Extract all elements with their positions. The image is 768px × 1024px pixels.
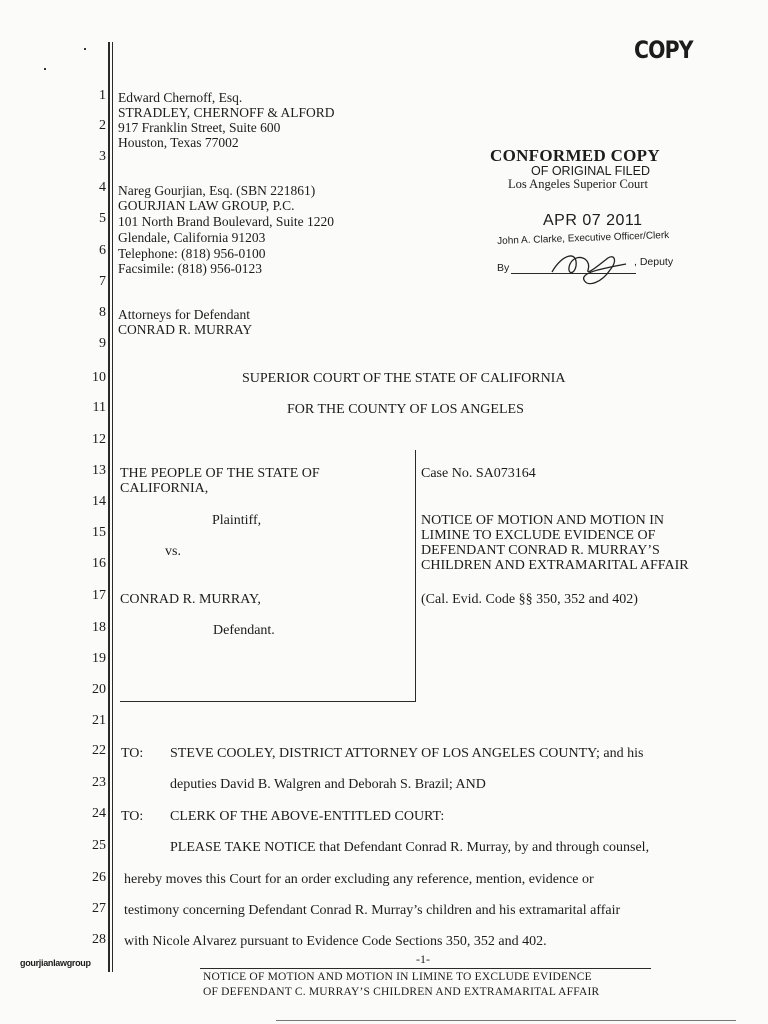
left-margin-rule-inner	[112, 42, 113, 972]
left-margin-rule-outer	[108, 42, 110, 972]
footer-title-line-1: NOTICE OF MOTION AND MOTION IN LIMINE TO EXCLUDE EVIDENCE	[203, 971, 592, 983]
notice-paragraph-line-1: PLEASE TAKE NOTICE that Defendant Conrad R. Murray, by and through counsel,	[170, 840, 650, 855]
filed-court: Los Angeles Superior Court	[508, 177, 648, 191]
line-number: 15	[92, 525, 106, 540]
attorney-city-2: Glendale, California 91203	[118, 230, 266, 245]
line-number: 2	[99, 118, 106, 133]
line-number: 11	[92, 400, 106, 415]
attorney-address-2: 101 North Brand Boulevard, Suite 1220	[118, 214, 334, 229]
line-number: 23	[92, 775, 106, 790]
line-number: 9	[99, 336, 106, 351]
line-number: 18	[92, 620, 106, 635]
line-number: 6	[99, 243, 106, 258]
scan-speck	[44, 68, 46, 70]
attorney-city-1: Houston, Texas 77002	[118, 135, 239, 150]
defendant-name: CONRAD R. MURRAY,	[120, 592, 261, 607]
original-filed: OF ORIGINAL FILED	[531, 164, 651, 178]
line-number: 3	[99, 149, 106, 164]
attorneys-for: Attorneys for Defendant	[118, 307, 250, 322]
versus: vs.	[165, 544, 181, 559]
plaintiff-role: Plaintiff,	[212, 513, 262, 528]
attorney-name-1: Edward Chernoff, Esq.	[118, 90, 243, 105]
attorney-address-1: 917 Franklin Street, Suite 600	[118, 120, 281, 135]
attorneys-for-client: CONRAD R. MURRAY	[118, 322, 253, 337]
caption-divider	[415, 450, 416, 702]
line-number: 16	[92, 556, 106, 571]
line-number: 28	[92, 932, 106, 947]
case-number: Case No. SA073164	[421, 466, 536, 481]
line-number: 5	[99, 211, 106, 226]
line-number: 22	[92, 743, 106, 758]
to-recipient-1: STEVE COOLEY, DISTRICT ATTORNEY OF LOS ANGELES COUNTY; and his	[170, 746, 644, 761]
motion-title-line-2: LIMINE TO EXCLUDE EVIDENCE OF	[421, 528, 656, 543]
line-number: 17	[92, 588, 106, 603]
notice-paragraph-line-4: with Nicole Alvarez pursuant to Evidence Code Sections 350, 352 and 402.	[124, 934, 547, 949]
filed-date: APR 07 2011	[543, 212, 643, 229]
to-recipient-1-cont: deputies David B. Walgren and Deborah S. Brazil; AND	[170, 777, 486, 792]
to-label-1: TO:	[121, 746, 144, 761]
motion-title-line-3: DEFENDANT CONRAD R. MURRAY’S	[421, 543, 660, 558]
line-number: 13	[92, 463, 106, 478]
court-name: SUPERIOR COURT OF THE STATE OF CALIFORNIA	[242, 371, 566, 386]
to-recipient-2: CLERK OF THE ABOVE-ENTITLED COURT:	[170, 809, 445, 824]
line-number: 8	[99, 305, 106, 320]
attorney-firm-2: GOURJIAN LAW GROUP, P.C.	[118, 198, 295, 213]
line-number: 24	[92, 806, 106, 821]
notice-paragraph-line-2: hereby moves this Court for an order excluding any reference, mention, evidence or	[124, 872, 594, 887]
by-label: By	[497, 262, 510, 274]
evidence-code-citation: (Cal. Evid. Code §§ 350, 352 and 402)	[421, 592, 638, 607]
line-number: 27	[92, 901, 106, 916]
attorney-telephone: Telephone: (818) 956-0100	[118, 246, 266, 261]
line-number: 10	[92, 370, 106, 385]
deputy-label: , Deputy	[634, 256, 674, 268]
court-county: FOR THE COUNTY OF LOS ANGELES	[287, 402, 524, 417]
line-number: 7	[99, 274, 106, 289]
plaintiff-name: THE PEOPLE OF THE STATE OF	[120, 466, 320, 481]
page-bottom-rule	[276, 1020, 736, 1021]
defendant-role: Defendant.	[213, 623, 275, 638]
line-number: 1	[99, 88, 106, 103]
line-number: 19	[92, 651, 106, 666]
notice-paragraph-line-3: testimony concerning Defendant Conrad R. Murray’s children and his extramarital affair	[124, 903, 621, 918]
line-number: 25	[92, 838, 106, 853]
attorney-name-2: Nareg Gourjian, Esq. (SBN 221861)	[118, 183, 316, 198]
line-number: 14	[92, 494, 106, 509]
scan-speck	[84, 48, 86, 50]
plaintiff-name-cont: CALIFORNIA,	[120, 481, 209, 496]
to-label-2: TO:	[121, 809, 144, 824]
line-number: 20	[92, 682, 106, 697]
footer-rule	[200, 968, 651, 969]
attorney-firm-1: STRADLEY, CHERNOFF & ALFORD	[118, 105, 335, 120]
clerk-line: John A. Clarke, Executive Officer/Clerk	[497, 229, 670, 247]
copy-stamp: COPY	[634, 36, 693, 64]
page-number: -1-	[416, 952, 430, 966]
line-number: 21	[92, 713, 106, 728]
motion-title-line-4: CHILDREN AND EXTRAMARITAL AFFAIR	[421, 558, 689, 573]
motion-title-line-1: NOTICE OF MOTION AND MOTION IN	[421, 513, 665, 528]
attorney-facsimile: Facsimile: (818) 956-0123	[118, 261, 262, 276]
line-number: 26	[92, 870, 106, 885]
conformed-copy-title: CONFORMED COPY	[490, 146, 660, 165]
footer-title-line-2: OF DEFENDANT C. MURRAY’S CHILDREN AND EXTRAMARITAL AFFAIR	[203, 986, 600, 998]
firm-logo: gourjianlawgroup	[20, 958, 91, 968]
line-number: 4	[99, 180, 106, 195]
deputy-signature	[548, 244, 638, 290]
caption-bottom-rule	[120, 701, 416, 702]
line-number: 12	[92, 432, 106, 447]
